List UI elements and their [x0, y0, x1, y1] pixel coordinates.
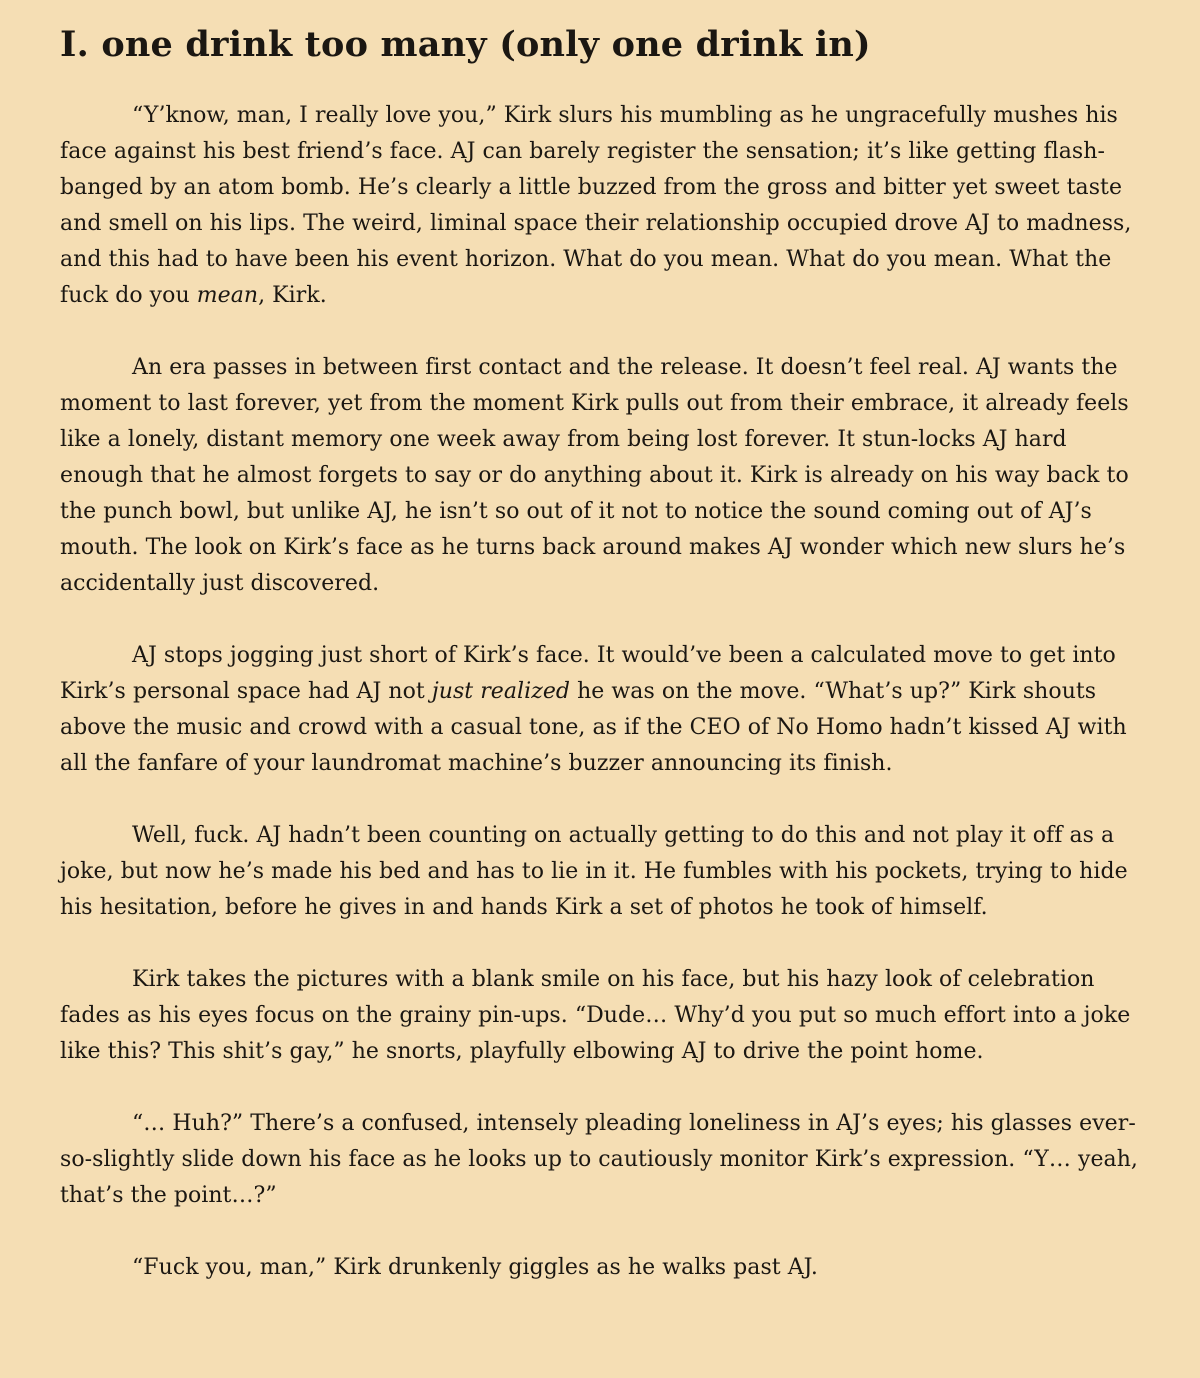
paragraph — [60, 638, 1140, 782]
paragraph — [60, 962, 1140, 1070]
paragraph-text: , Kirk. — [258, 283, 327, 308]
paragraph-text: “… Huh?” There’s a confused, intensely pleading loneliness in AJ’s eyes; his glasses ever-so-slightly slide down his face as he looks up to cautiously monitor Kirk’s expression. “Y… yeah, that’s the point…?” — [60, 1111, 1138, 1208]
chapter-title: I. one drink too many (only one drink in) — [60, 24, 871, 65]
paragraph-text: AJ stops jogging just short of Kirk’s face. It would’ve been a calculated move to get into Kirk’s personal space had AJ not — [60, 643, 1116, 704]
paragraph — [60, 350, 1140, 602]
paragraph — [60, 98, 1140, 314]
paragraph-text: he was on the move. “What’s up?” Kirk shouts above the music and crowd with a casual tone, as if the CEO of No Homo hadn’t kissed AJ with all the fanfare of your laundromat machine’s buzzer announcing its finish. — [60, 679, 1127, 776]
paragraph — [60, 818, 1140, 926]
paragraph-text: “Fuck you, man,” Kirk drunkenly giggles as he walks past AJ. — [132, 1255, 818, 1280]
emphasis-text: mean — [196, 283, 259, 308]
paragraph-text: Well, fuck. AJ hadn’t been counting on actually getting to do this and not play it off as a joke, but now he’s made his bed and has to lie in it. He fumbles with his pockets, trying to hide his hesitation, before he gives in and hands Kirk a set of photos he took of himself. — [60, 823, 1128, 920]
paragraph — [60, 1106, 1140, 1214]
paragraph-text: “Y’know, man, I really love you,” Kirk slurs his mumbling as he ungracefully mushes his face against his best friend’s face. AJ can barely register the sensation; it’s like getting flash-banged by an atom bomb. He’s clearly a little buzzed from the gross and bitter yet sweet taste and smell on his lips. The weird, liminal space their relationship occupied drove AJ to madness, and this had to have been his event horizon. What do you mean. What do you mean. What the fuck do you — [60, 103, 1132, 308]
paragraph — [60, 1250, 1140, 1286]
paragraph-text: Kirk takes the pictures with a blank smile on his face, but his hazy look of celebration fades as his eyes focus on the grainy pin-ups. “Dude… Why’d you put so much effort into a joke like this? This shit’s gay,” he snorts, playfully elbowing AJ to drive the point home. — [60, 967, 1131, 1064]
emphasis-text: just realized — [431, 679, 571, 704]
paragraph-text: An era passes in between first contact and the release. It doesn’t feel real. AJ wants the moment to last forever, yet from the moment Kirk pulls out from their embrace, it already feels like a lonely, distant memory one week away from being lost forever. It stun-locks AJ hard enough that he almost forgets to say or do anything about it. Kirk is already on his way back to the punch bowl, but unlike AJ, he isn’t so out of it not to notice the sound coming out of AJ’s mouth. The look on Kirk’s face as he turns back around makes AJ wonder which new slurs he’s accidentally just discovered. — [60, 355, 1129, 596]
